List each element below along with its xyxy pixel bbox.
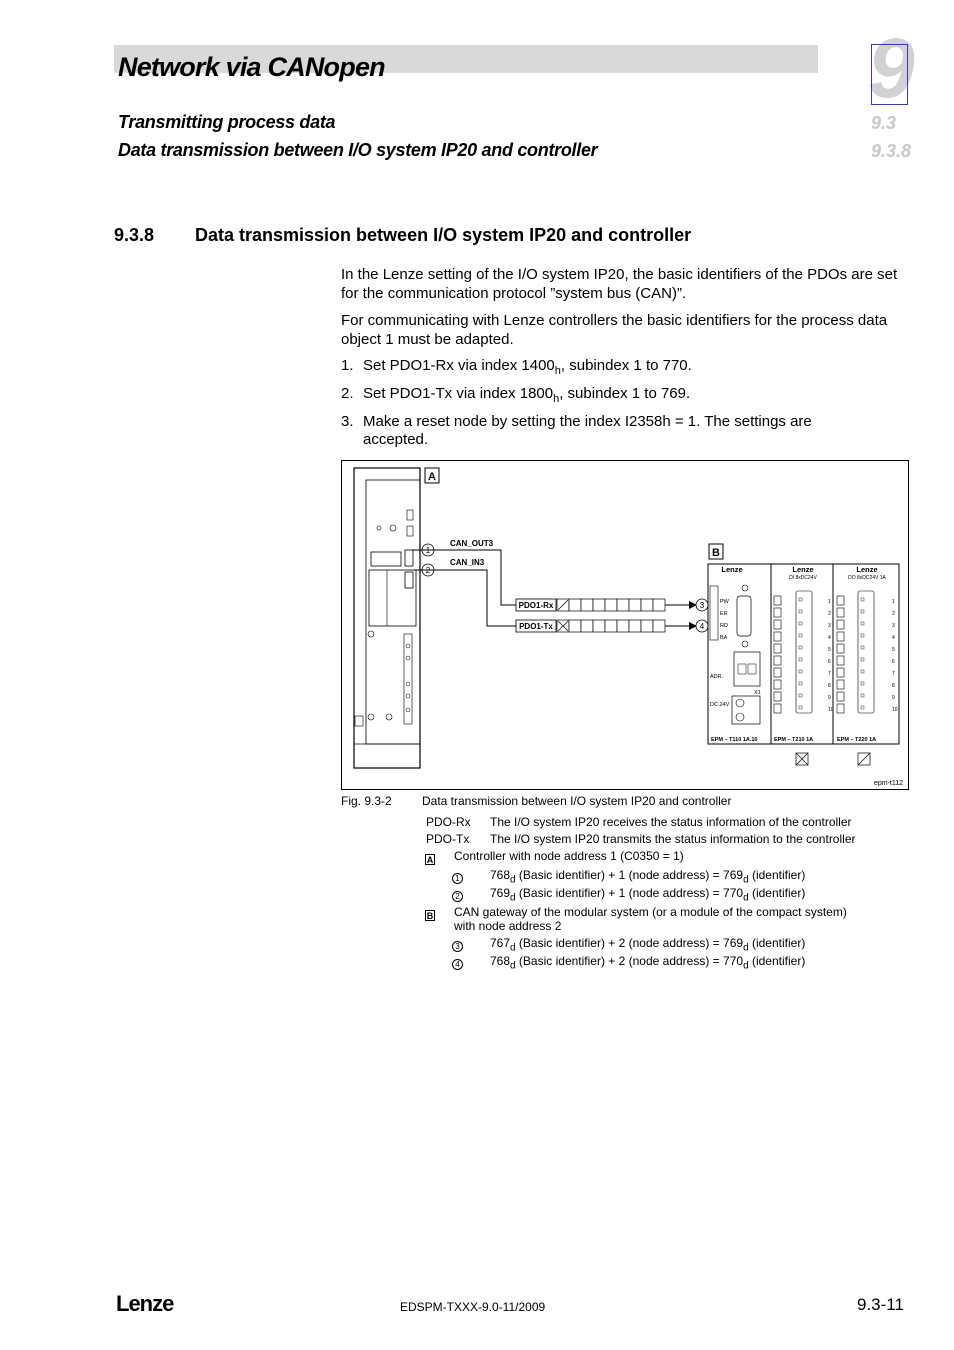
pdo-byte-cell — [605, 620, 617, 632]
channel-number: 10 — [892, 707, 898, 713]
pdo-byte-cell — [653, 620, 665, 632]
footer-logo: Lenze — [116, 1291, 174, 1316]
step-1-text: Set PDO1-Rx via index $1400_h$, subindex 1 to 770. — [363, 357, 692, 377]
chapter-number: 9 — [868, 21, 915, 115]
step-3-text: Make a reset node by setting the index I2358h = 1. The settings are accepted. — [363, 413, 812, 448]
module-3-type: DO 8xDC24V 1A — [848, 575, 886, 581]
channel-number: 4 — [828, 635, 831, 641]
legend-a-text: Controller with node address 1 (C0350 = 1) — [454, 849, 684, 863]
channel-number: 8 — [828, 683, 831, 689]
channel-number: 7 — [892, 671, 895, 677]
led-ba: BA — [720, 635, 728, 641]
chapter-number-frame — [871, 44, 908, 105]
can-in-label: CAN_IN3 — [450, 558, 485, 567]
legend-pdo-tx-key: PDO-Tx — [426, 832, 470, 846]
pdo-byte-cell — [641, 599, 653, 611]
channel-number: 5 — [828, 647, 831, 653]
legend-circle-3: 3 — [452, 936, 463, 954]
paragraph-2: For communicating with Lenze controllers the basic identifiers for the process data object 1 must be adapted. — [341, 312, 888, 348]
legend-b-text-2: with node address 2 — [454, 919, 562, 933]
pdo-byte-cell — [569, 599, 581, 611]
pdo-byte-cell — [641, 620, 653, 632]
channel-number: 2 — [892, 611, 895, 617]
marker-a: A — [428, 471, 436, 483]
section-ref-2: 9.3.8 — [871, 141, 912, 161]
module-2-label: EPM – T210 1A — [774, 737, 814, 743]
led-pw: PW — [720, 599, 729, 605]
channel-number: 2 — [828, 611, 831, 617]
channel-number: 9 — [828, 695, 831, 701]
section-number: 9.3.8 — [114, 225, 155, 245]
module-3-brand: Lenze — [856, 565, 878, 574]
section-title: Data transmission between I/O system IP20 and controller — [195, 225, 692, 245]
step-3-number: 3. — [341, 413, 354, 430]
figure-id: epm-t112 — [873, 780, 903, 787]
channel-number: 10 — [828, 707, 834, 713]
subtitle-1: Transmitting process data — [118, 112, 336, 132]
channel-number: 8 — [892, 683, 895, 689]
figure-number: Fig. 9.3-2 — [341, 794, 392, 808]
pdo-byte-cell — [581, 620, 593, 632]
legend-pdo-rx-text: The I/O system IP20 receives the status information of the controller — [490, 815, 852, 829]
circle-4-label: 4 — [699, 622, 705, 631]
pdo-tx-bytes — [557, 620, 665, 632]
module-2-brand: Lenze — [792, 565, 814, 574]
led-rd: RD — [720, 623, 728, 629]
section-ref-1: 9.3 — [871, 113, 897, 133]
channel-number: 4 — [892, 635, 895, 641]
pdo-byte-cell — [593, 599, 605, 611]
paragraph-1: In the Lenze setting of the I/O system IP20, the basic identifiers of the PDOs are set for the communication protocol ”system bus (CAN)”. — [341, 266, 898, 302]
channel-number: 6 — [892, 659, 895, 665]
legend-item-3: $767_d$ (Basic identifier) + 2 (node address) = $769_d$ (identifier) — [490, 936, 806, 954]
pdo-byte-cell — [617, 620, 629, 632]
adr-label: ADR. — [710, 674, 724, 680]
legend-item-4: $768_d$ (Basic identifier) + 2 (node address) = $770_d$ (identifier) — [490, 954, 806, 972]
circle-1-label: 1 — [425, 546, 431, 555]
led-er: ER — [720, 611, 728, 617]
marker-b: B — [712, 547, 720, 559]
legend-item-1: $768_d$ (Basic identifier) + 1 (node address) = $769_d$ (identifier) — [490, 868, 806, 886]
legend-marker-a: A — [426, 855, 434, 865]
channel-number: 9 — [892, 695, 895, 701]
legend-circle-1: 1 — [452, 868, 463, 886]
module-1-label: EPM – T110 1A.10 — [711, 737, 758, 743]
module-1-brand: Lenze — [721, 565, 743, 574]
channel-number: 6 — [828, 659, 831, 665]
chapter-title: Network via CANopen — [118, 52, 385, 82]
channel-number: 7 — [828, 671, 831, 677]
figure-title: Data transmission between I/O system IP20 and controller — [422, 794, 732, 808]
pdo-byte-cell — [653, 599, 665, 611]
footer-doc-id: EDSPM-TXXX-9.0-11/2009 — [400, 1300, 546, 1314]
module-2-type: DI 8xDC24V — [789, 575, 817, 581]
legend-marker-b: B — [426, 911, 434, 921]
channel-number: 1 — [828, 599, 831, 605]
channel-number: 3 — [892, 623, 895, 629]
pdo-byte-cell — [629, 620, 641, 632]
pdo-tx-label: PDO1-Tx — [519, 622, 553, 631]
step-2-text: Set PDO1-Tx via index $1800_h$, subindex 1 to 769. — [363, 385, 691, 405]
subtitle-2: Data transmission between I/O system IP20 and controller — [118, 140, 598, 160]
circle-2-label: 2 — [425, 566, 431, 575]
pdo-rx-bytes — [557, 599, 665, 611]
channel-number: 3 — [828, 623, 831, 629]
channel-number: 5 — [892, 647, 895, 653]
step-2-number: 2. — [341, 385, 354, 402]
pdo-byte-cell — [605, 599, 617, 611]
pdo-byte-cell — [581, 599, 593, 611]
step-1-number: 1. — [341, 357, 354, 374]
legend-circle-2: 2 — [452, 886, 463, 904]
module-3-label: EPM – T220 1A — [837, 737, 877, 743]
dc-label: DC 24V — [710, 702, 730, 708]
legend-circle-4: 4 — [452, 954, 463, 972]
pdo-byte-cell — [593, 620, 605, 632]
pdo-byte-cell — [569, 620, 581, 632]
legend-b-text-1: CAN gateway of the modular system (or a module of the compact system) — [454, 905, 847, 919]
can-out-label: CAN_OUT3 — [450, 539, 494, 548]
x1-label: X1 — [754, 690, 761, 696]
network-diagram — [341, 460, 909, 790]
pdo-rx-label: PDO1-Rx — [518, 601, 554, 610]
pdo-byte-cell — [617, 599, 629, 611]
channel-number: 1 — [892, 599, 895, 605]
circle-3-label: 3 — [699, 601, 705, 610]
legend-pdo-tx-text: The I/O system IP20 transmits the status information to the controller — [490, 832, 856, 846]
footer-page-number: 9.3-11 — [857, 1295, 904, 1314]
legend-item-2: $769_d$ (Basic identifier) + 1 (node address) = $770_d$ (identifier) — [490, 886, 806, 904]
pdo-byte-cell — [629, 599, 641, 611]
legend-pdo-rx-key: PDO-Rx — [426, 815, 471, 829]
module-t110 — [708, 564, 771, 744]
